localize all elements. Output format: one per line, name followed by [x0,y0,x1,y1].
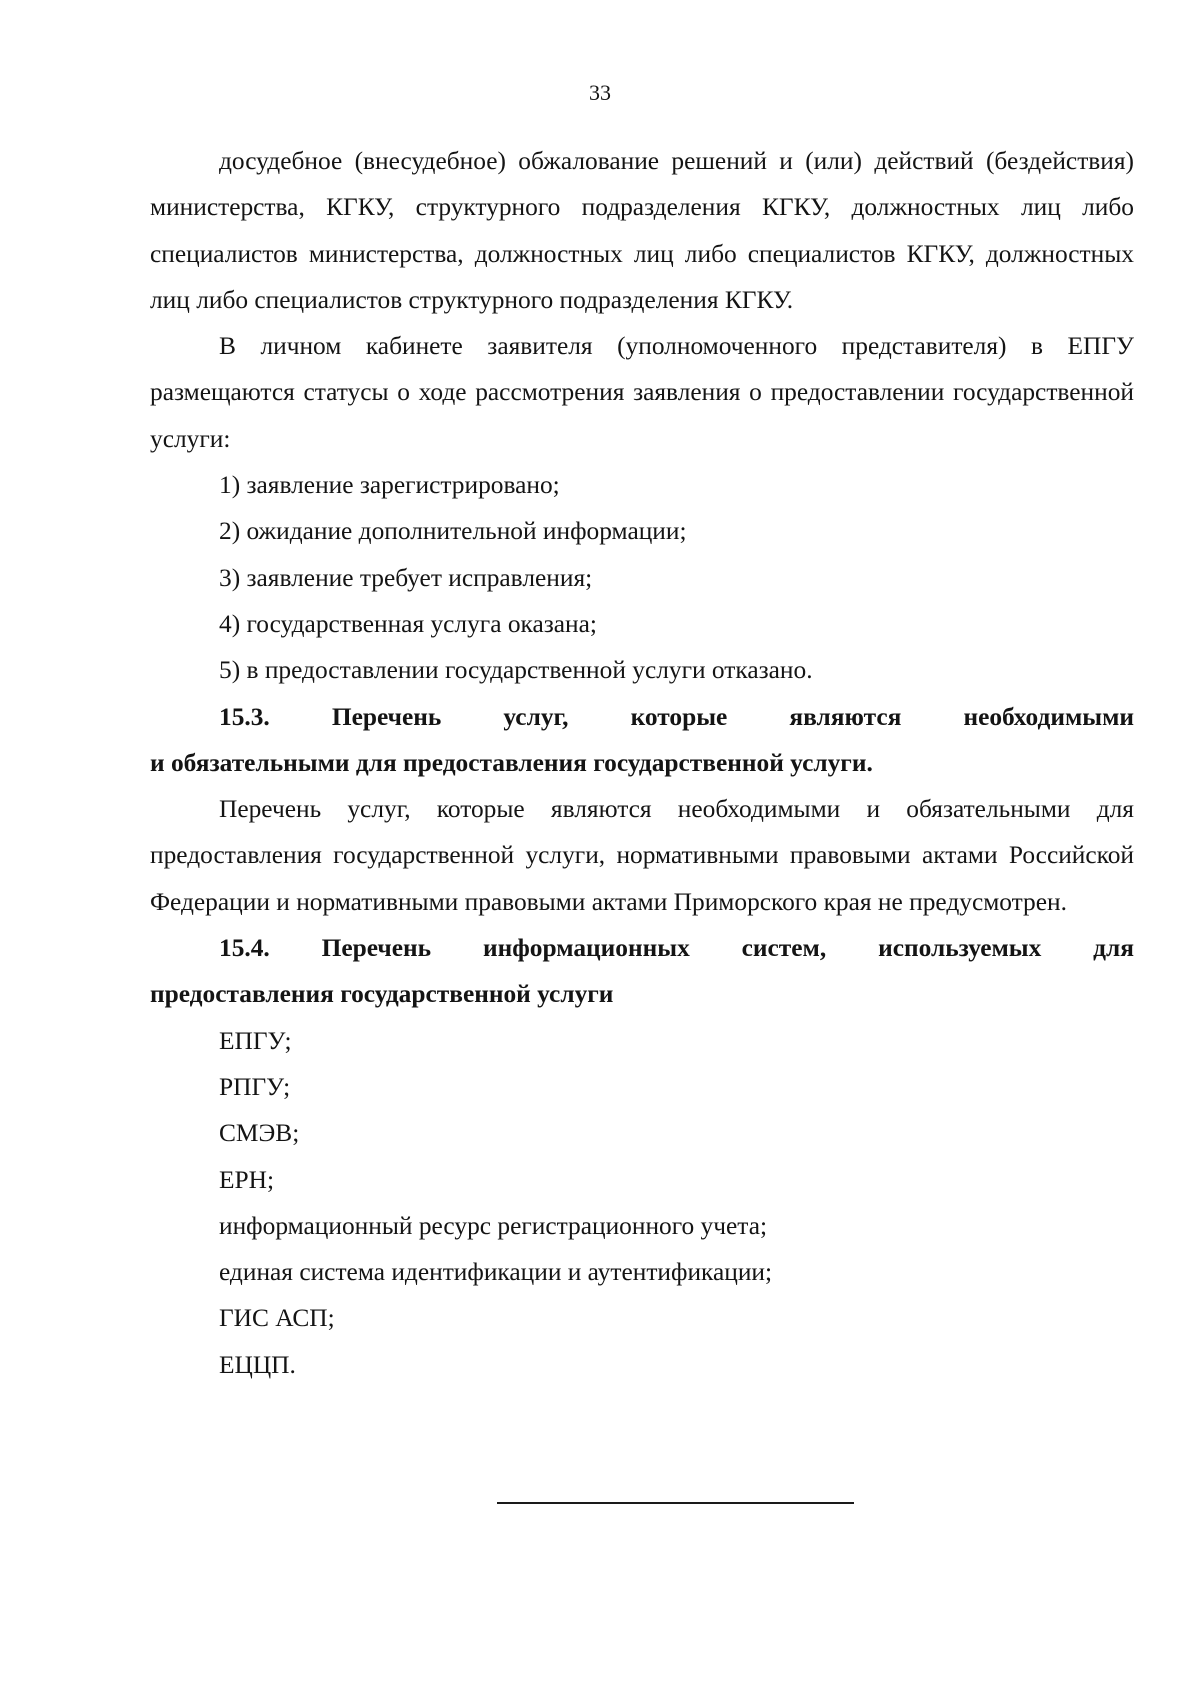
section-15-4-heading-cont: предоставления государственной услуги [150,980,614,1009]
page-number: 33 [589,80,611,105]
section-15-4-heading: 15.4. Перечень информационных систем, используемых для [219,934,1134,963]
status-item: 3) заявление требует исправления; [219,563,593,592]
system-item: ЕПГУ; [219,1026,292,1055]
status-item: 1) заявление зарегистрировано; [219,471,560,500]
system-item: единая система идентификации и аутентификации; [219,1258,773,1287]
system-item: ЕРН; [219,1165,275,1194]
status-item: 4) государственная услуга оказана; [219,609,597,638]
system-item: РПГУ; [219,1072,291,1101]
section-15-3-heading: 15.3. Перечень услуг, которые являются необходимыми [219,702,1134,731]
section-15-3-body: Перечень услуг, которые являются необходимыми и обязательными для предоставления государственной услуги, нормативными правовыми актами Российской Федерации и нормативными правовыми актами Приморского края не предусмотрен. [150,795,1134,916]
end-separator-line [497,1502,854,1504]
system-item: информационный ресурс регистрационного учета; [219,1211,768,1240]
system-item: ГИС АСП; [219,1304,335,1333]
system-item: СМЭВ; [219,1119,300,1148]
document-body [150,138,1134,1388]
status-item: 2) ожидание дополнительной информации; [219,517,687,546]
status-item: 5) в предоставлении государственной услуги отказано. [219,656,813,685]
intro-paragraph: досудебное (внесудебное) обжалование решений и (или) действий (бездействия) министерства, КГКУ, структурного подразделения КГКУ, должностных лиц либо специалистов министерства, должностных лиц либо специалистов КГКУ, должностных лиц либо специалистов структурного подразделения КГКУ. [150,147,1134,314]
cabinet-paragraph: В личном кабинете заявителя (уполномоченного представителя) в ЕПГУ размещаются статусы о ходе рассмотрения заявления о предоставлении государственной услуги: [150,332,1134,453]
system-item: ЕЦЦП. [219,1350,296,1379]
section-15-3-heading-cont: и обязательными для предоставления государственной услуги. [150,748,873,777]
